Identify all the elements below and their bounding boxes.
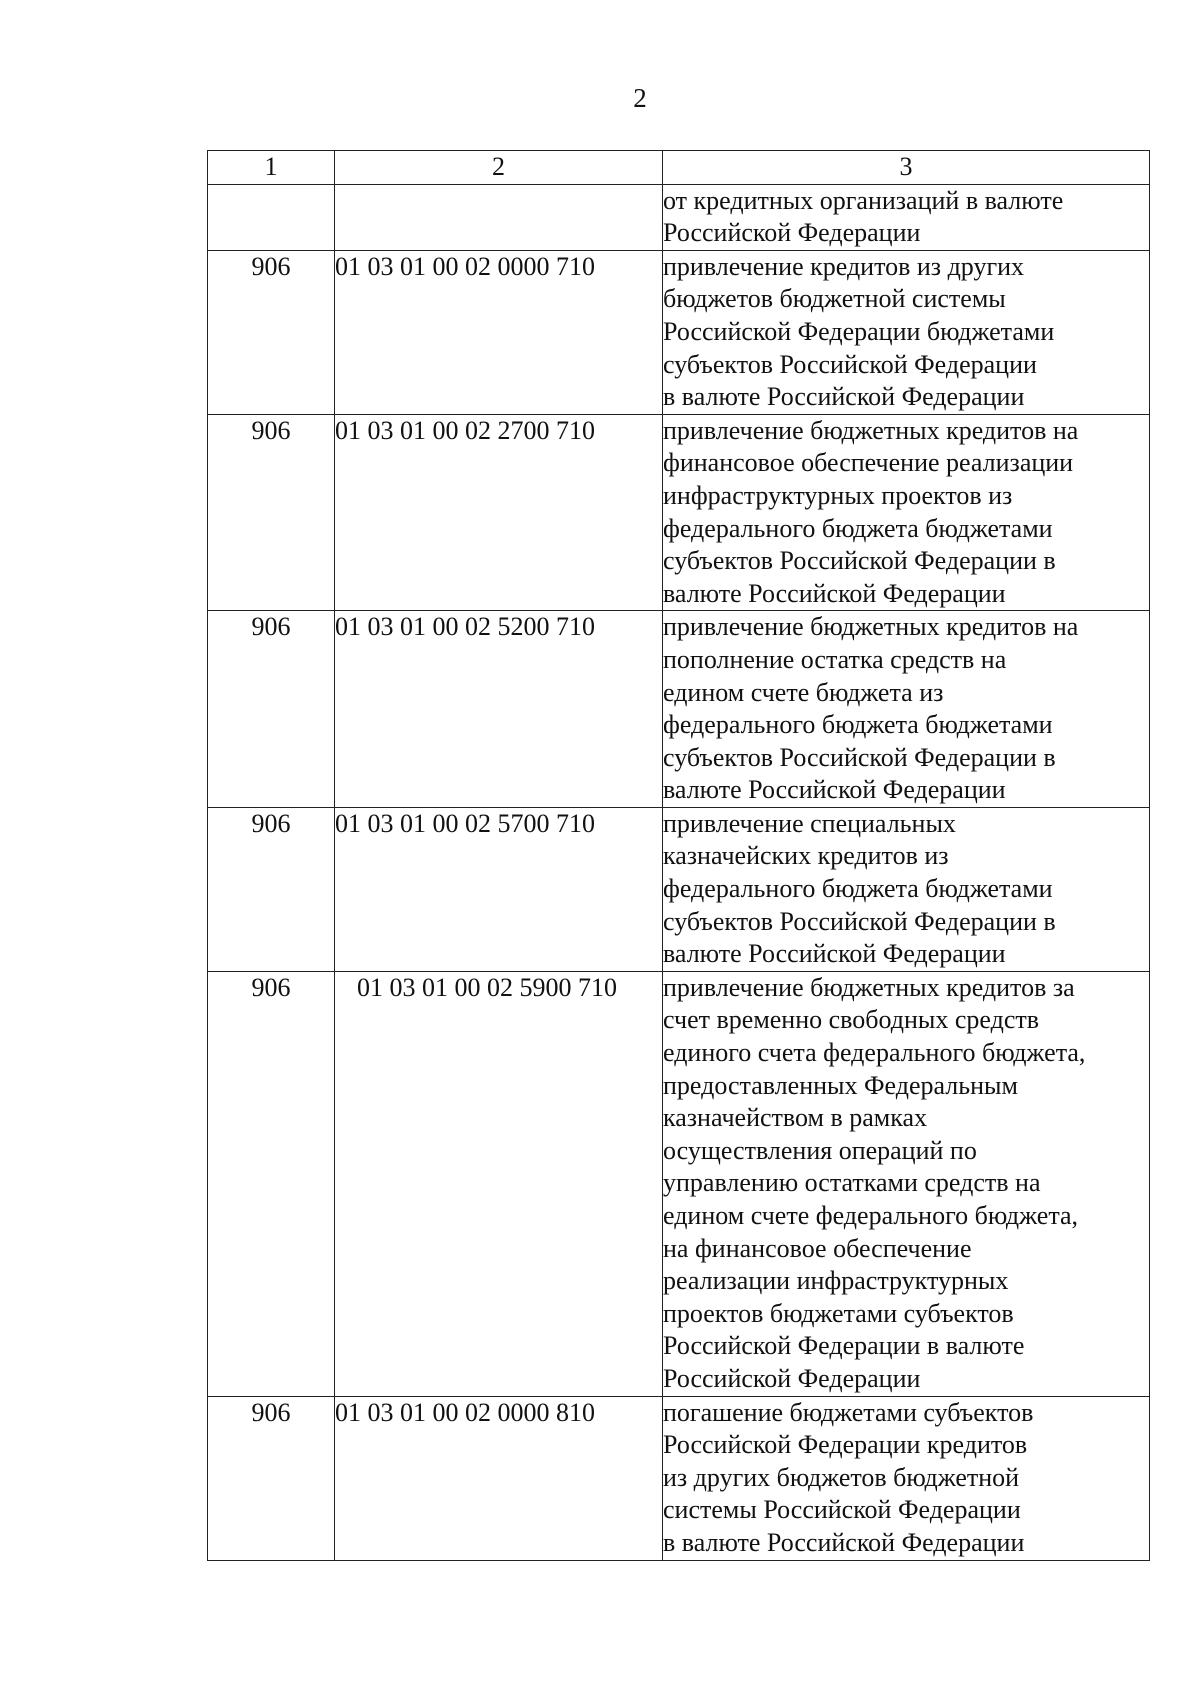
source-name-line: привлечение бюджетных кредитов на — [663, 415, 1079, 445]
source-name-line: субъектов Российской Федерации в — [663, 742, 1056, 772]
page-number: 2 — [633, 83, 647, 113]
table-body — [208, 151, 1150, 1561]
source-name-line: привлечение бюджетных кредитов за — [663, 972, 1075, 1002]
budget-codes-table — [207, 150, 1150, 1561]
table-header-row — [208, 151, 1150, 185]
source-name-line: осуществления операций по — [663, 1135, 977, 1165]
source-name-line: Российской Федерации — [663, 1363, 921, 1393]
source-name-line: предоставленных Федеральным — [663, 1070, 1018, 1100]
table-row — [208, 1396, 1150, 1560]
source-name-line: привлечение бюджетных кредитов на — [663, 612, 1079, 642]
budget-code-cell: 01 03 01 00 02 0000 710 — [335, 250, 663, 414]
source-name-line: от кредитных организаций в валюте — [663, 185, 1064, 215]
source-name-cell — [663, 414, 1150, 611]
source-name-line: федерального бюджета бюджетами — [663, 513, 1053, 543]
admin-code-cell: 906 — [208, 414, 335, 611]
admin-code-cell: 906 — [208, 250, 335, 414]
source-name-line: единого счета федерального бюджета, — [663, 1038, 1086, 1068]
source-name-line: субъектов Российской Федерации в — [663, 546, 1056, 576]
source-name-line: инфраструктурных проектов из — [663, 480, 1013, 510]
admin-code-cell — [208, 184, 335, 250]
source-name-line: валюте Российской Федерации — [663, 775, 1006, 805]
header-cell-1: 1 — [208, 151, 335, 185]
source-name-cell — [663, 184, 1150, 250]
source-name-line: едином счете бюджета из — [663, 677, 944, 707]
table-row — [208, 414, 1150, 611]
admin-code-cell: 906 — [208, 611, 335, 808]
source-name-line: Российской Федерации кредитов — [663, 1430, 1028, 1460]
source-name-cell — [663, 971, 1150, 1396]
source-name-cell — [663, 250, 1150, 414]
source-name-line: Российской Федерации в валюте — [663, 1331, 1025, 1361]
budget-code-cell: 01 03 01 00 02 5200 710 — [335, 611, 663, 808]
admin-code-cell: 906 — [208, 1396, 335, 1560]
budget-code-cell — [335, 184, 663, 250]
source-name-line: погашение бюджетами субъектов — [663, 1397, 1034, 1427]
table-row — [208, 184, 1150, 250]
source-name-cell — [663, 611, 1150, 808]
source-name-line: реализации инфраструктурных — [663, 1266, 1009, 1296]
source-name-line: валюте Российской Федерации — [663, 939, 1006, 969]
source-name-line: казначейских кредитов из — [663, 841, 949, 871]
source-name-cell — [663, 807, 1150, 971]
source-name-line: пополнение остатка средств на — [663, 644, 1007, 674]
source-name-line: управлению остатками средств на — [663, 1168, 1041, 1198]
source-name-line: счет временно свободных средств — [663, 1005, 1040, 1035]
source-name-line: привлечение кредитов из других — [663, 251, 1025, 281]
source-name-line: финансовое обеспечение реализации — [663, 448, 1074, 478]
admin-code-cell: 906 — [208, 807, 335, 971]
source-name-line: Российской Федерации — [663, 218, 921, 248]
source-name-cell — [663, 1396, 1150, 1560]
table-row — [208, 971, 1150, 1396]
source-name-line: валюте Российской Федерации — [663, 578, 1006, 608]
source-name-line: в валюте Российской Федерации — [663, 1527, 1025, 1557]
budget-code-cell: 01 03 01 00 02 5700 710 — [335, 807, 663, 971]
source-name-line: привлечение специальных — [663, 808, 956, 838]
table-row — [208, 807, 1150, 971]
source-name-line: казначейством в рамках — [663, 1103, 927, 1133]
source-name-line: на финансовое обеспечение — [663, 1233, 972, 1263]
source-name-line: из других бюджетов бюджетной — [663, 1462, 1020, 1492]
budget-code-cell: 01 03 01 00 02 0000 810 — [335, 1396, 663, 1560]
source-name-line: Российской Федерации бюджетами — [663, 316, 1055, 346]
source-name-line: федерального бюджета бюджетами — [663, 874, 1053, 904]
budget-code-cell: 01 03 01 00 02 2700 710 — [335, 414, 663, 611]
source-name-line: проектов бюджетами субъектов — [663, 1298, 1014, 1328]
source-name-line: в валюте Российской Федерации — [663, 382, 1025, 412]
header-cell-3: 3 — [663, 151, 1150, 185]
source-name-line: едином счете федерального бюджета, — [663, 1201, 1079, 1230]
source-name-line: бюджетов бюджетной системы — [663, 284, 1006, 314]
source-name-line: субъектов Российской Федерации — [663, 349, 1037, 379]
budget-code-cell: 01 03 01 00 02 5900 710 — [335, 971, 663, 1396]
table-row — [208, 611, 1150, 808]
header-cell-2: 2 — [335, 151, 663, 185]
source-name-line: субъектов Российской Федерации в — [663, 906, 1056, 936]
source-name-line: федерального бюджета бюджетами — [663, 710, 1053, 740]
source-name-line: системы Российской Федерации — [663, 1495, 1021, 1525]
admin-code-cell: 906 — [208, 971, 335, 1396]
table-row — [208, 250, 1150, 414]
